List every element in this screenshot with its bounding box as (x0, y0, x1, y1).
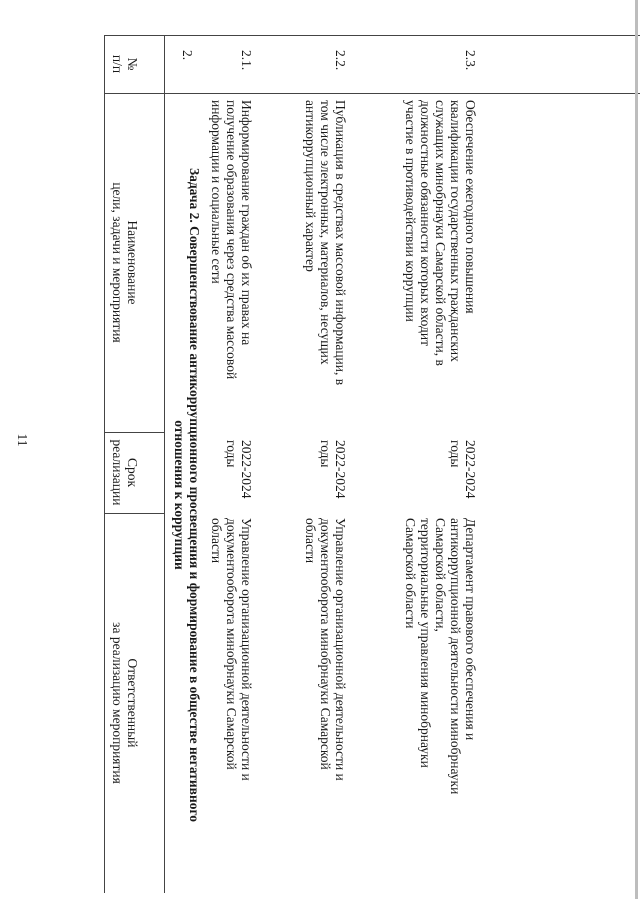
row-number: 2.2. (333, 50, 348, 71)
page-number: 11 (15, 433, 30, 447)
row-responsible: Управление организационной деятельности и документооборота минобрнауки Самарской области (209, 518, 254, 781)
row-name: Информирование граждан об их правах на получение образования через средства массовой информации и социальные сети (209, 100, 254, 380)
column-divider-num (104, 93, 640, 94)
row-number: 2.3. (463, 50, 478, 71)
table-left-border (104, 35, 640, 36)
task-title: Задача 2. Совершенствование антикоррупционного просвещения и формирование в обществе негативного отношения к коррупции (172, 167, 202, 823)
header-bottom-border (164, 35, 165, 893)
scan-edge (635, 0, 638, 899)
row-responsible: Управление организационной деятельности и документооборота минобрнауки Самарской области (303, 518, 348, 781)
row-term: 2022-2024 годы (224, 440, 254, 499)
header-name: Наименование цели, задачи и мероприятия (110, 182, 140, 343)
row-name: Обеспечение ежегодного повышения квалификации государственных гражданских служащих минобрнауки Самарской области, в должностные обязанности которых входит участие в противодействии коррупции (403, 100, 478, 366)
table-top-border (104, 35, 105, 893)
row-name: Публикация в средствах массовой информации, в том числе электронных, материалов, несущих антикоррупционный характер (303, 100, 348, 386)
header-responsible: Ответственный за реализацию мероприятия (110, 622, 140, 784)
task-number: 2. (180, 50, 195, 61)
row-term: 2022-2024 годы (318, 440, 348, 499)
row-term: 2022-2024 годы (448, 440, 478, 499)
row-number: 2.1. (239, 50, 254, 71)
header-number: № п/п (110, 54, 140, 74)
row-responsible: Департамент правового обеспечения и антикоррупционной деятельности минобрнауки Самарской области, территориальные управления минобрнауки Самарской области (403, 518, 478, 795)
header-term: Срок реализации (110, 439, 140, 506)
